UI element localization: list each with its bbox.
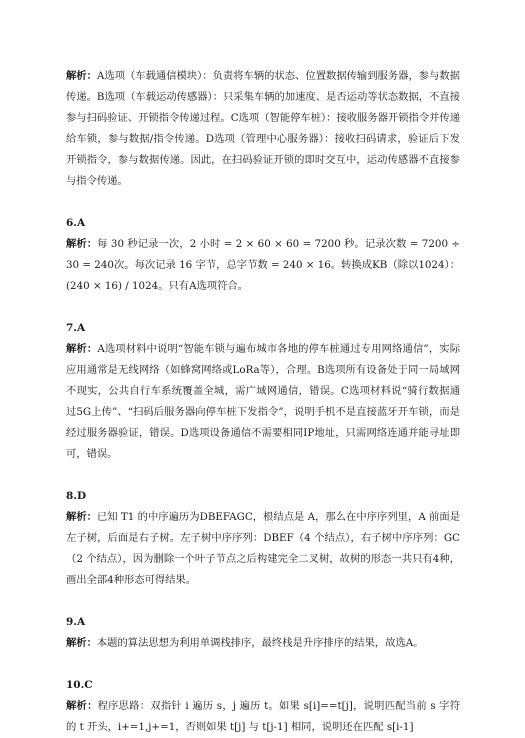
- question-number: 8.D: [66, 490, 87, 502]
- explanation-text: 本题的算法思想为利用单调栈排序，最终栈是升序排序的结果，故选A。: [96, 637, 424, 649]
- explanation-paragraph: [66, 234, 460, 297]
- answer-block-6: [66, 213, 460, 297]
- explanation-paragraph: [66, 507, 460, 591]
- document-page: [66, 66, 460, 738]
- answer-block-7: [66, 318, 460, 465]
- explanation-paragraph: [66, 66, 460, 192]
- explanation-label: 解析：: [66, 511, 97, 523]
- explanation-label: 解析：: [66, 238, 98, 250]
- explanation-text: 每 30 秒记录一次，2 小时 = 2 × 60 × 60 = 7200 秒。记录次数 = 7200 ÷ 30 = 240次。每次记录 16 字节，总字节数 = 240 × 16。转换成KB（除以1024）：(240 × 16) / 1024。只有A选项符合。: [66, 238, 461, 292]
- explanation-paragraph: [66, 696, 460, 738]
- answer-block-9: [66, 612, 460, 654]
- explanation-text: 程序思路：双指针 i 遍历 s，j 遍历 t。如果 s[i]==t[j]，说明匹配当前 s 字符的 t 开头，i+=1,j+=1，否则如果 t[j] 与 t[j-1] 相同，说明还在匹配 s[i-1]: [66, 700, 461, 733]
- explanation-paragraph: [66, 339, 460, 465]
- question-number: 10.C: [66, 679, 93, 691]
- question-number: 7.A: [66, 322, 86, 334]
- explanation-label: 解析：: [66, 70, 97, 82]
- answer-block-10: [66, 675, 460, 738]
- explanation-label: 解析：: [66, 637, 97, 649]
- explanation-text: A选项材料中说明“智能车锁与遍布城市各地的停车桩通过专用网络通信”，实际应用通常是无线网络（如蜂窝网络或LoRa等），合理。B选项所有设备处于同一局域网不现实，公共自行车系统覆盖全城，需广域网通信，错误。C选项材料说“骑行数据通过5G上传”、“扫码后服务器向停车桩下发指令”，说明手机不是直接蓝牙开车锁，而是经过服务器验证，错误。D选项设备通信不需要相同IP地址，只需网络连通并能寻址即可，错误。: [66, 343, 460, 460]
- explanation-label: 解析：: [66, 343, 98, 355]
- explanation-paragraph: [66, 633, 460, 654]
- explanation-text: A选项（车载通信模块）：负责将车辆的状态、位置数据传输到服务器，参与数据传递。B选项（车载运动传感器）：只采集车辆的加速度、是否运动等状态数据，不直接参与扫码验证、开锁指令传递过程。C选项（智能停车桩）：接收服务器开锁指令并传递给车锁，参与数据/指令传递。D选项（管理中心服务器）：接收扫码请求，验证后下发开锁指令，参与数据传递。因此，在扫码验证开锁的即时交互中，运动传感器不直接参与指令传递。: [66, 70, 461, 187]
- question-number: 6.A: [66, 217, 86, 229]
- answer-block-5: [66, 66, 460, 192]
- question-number: 9.A: [66, 616, 86, 628]
- explanation-text: 已知 T1 的中序遍历为DBEFAGC，根结点是 A，那么在中序序列里，A 前面是左子树，后面是右子树。左子树中序序列：DBEF（4 个结点），右子树中序序列：GC（2 个结点），因为删除一个叶子节点之后构建完全二叉树，故树的形态一共只有4种，画出全部4种形态可得结果。: [66, 511, 460, 586]
- explanation-label: 解析：: [66, 700, 98, 712]
- answer-block-8: [66, 486, 460, 591]
